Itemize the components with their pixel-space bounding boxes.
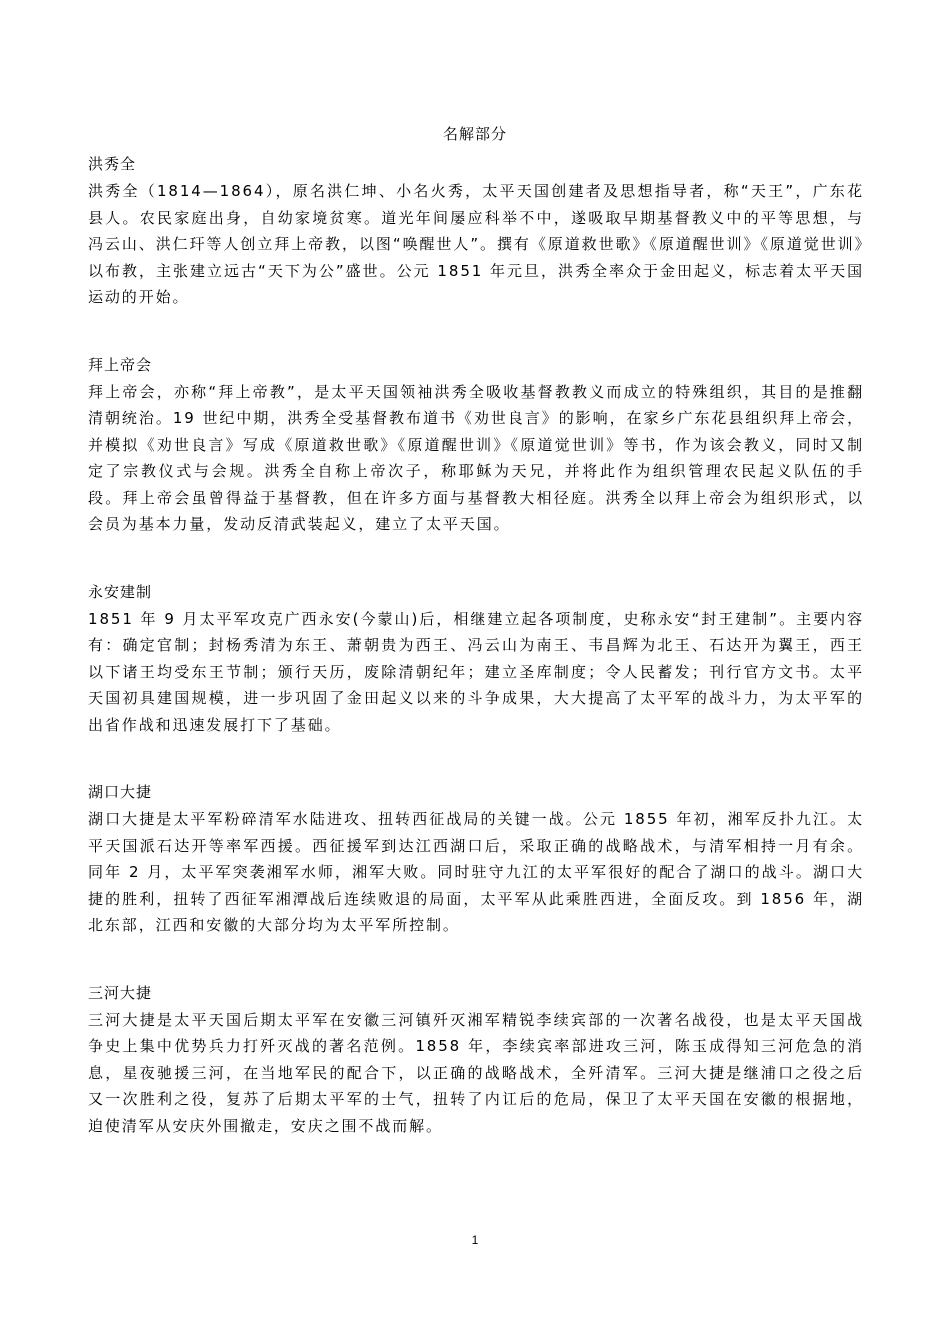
term-definition: 湖口大捷是太平军粉碎清军水陆进攻、扭转西征战局的关键一战。公元 1855 年初，湘军反扑九江。太平天国派石达开等率军西援。西征援军到达江西湖口后，采取正确的战略战术，与清军相持一月有余。同年 2 月，太平军突袭湘军水师，湘军大败。同时驻守九江的太平军很好的配合了湖口的战斗。湖口大捷的胜利，扭转了西征军湘潭战后连续败退的局面，太平军从此乘胜西进，全面反攻。到 1856 年，湖北东部，江西和安徽的大部分均为太平军所控制。 xyxy=(88,810,864,934)
term-definition: 三河大捷是太平天国后期太平军在安徽三河镇歼灭湘军精锐李续宾部的一次著名战役，也是太平天国战争史上集中优势兵力打歼灭战的著名范例。1858 年，李续宾率部进攻三河，陈玉成得知三河危急的消息，星夜驰援三河，在当地军民的配合下，以正确的战略战术，全歼清军。三河大捷是继浦口之役之后又一次胜利之役，复苏了后期太平军的士气，扭转了内讧后的危局，保卫了太平天国在安徽的根据地，迫使清军从安庆外围撤走，安庆之围不战而解。 xyxy=(88,1010,864,1135)
term-heading: 湖口大捷 xyxy=(88,783,153,801)
term-heading: 三河大捷 xyxy=(88,983,153,1002)
document-content xyxy=(88,152,864,1181)
term-heading: 洪秀全 xyxy=(88,155,137,173)
section-yongan-jianzhi xyxy=(88,580,864,739)
page-number: 1 xyxy=(471,1233,479,1247)
page-title: 名解部分 xyxy=(442,125,507,143)
term-definition: 拜上帝会，亦称“拜上帝教”，是太平天国领袖洪秀全吸收基督教教义而成立的特殊组织，其目的是推翻清朝统治。19 世纪中期，洪秀全受基督教布道书《劝世良言》的影响，在家乡广东花县组织拜上帝会，并模拟《劝世良言》写成《原道救世歌》《原道醒世训》《原道觉世训》等书，作为该会教义，同时又制定了宗教仪式与会规。洪秀全自称上帝次子，称耶稣为天兄，并将此作为组织管理农民起义队伍的手段。拜上帝会虽曾得益于基督教，但在许多方面与基督教大相径庭。洪秀全以拜上帝会为组织形式，以会员为基本力量，发动反清武装起义，建立了太平天国。 xyxy=(88,382,864,533)
section-hukou-dajie xyxy=(88,780,864,939)
section-bai-shangdi-hui xyxy=(88,353,864,538)
term-heading: 永安建制 xyxy=(88,582,153,601)
term-definition: 洪秀全（1814—1864），原名洪仁坤、小名火秀，太平天国创建者及思想指导者，称“天王”，广东花县人。农民家庭出身，自幼家境贫寒。道光年间屡应科举不中，遂吸取早期基督教义中的平等思想，与冯云山、洪仁玕等人创立拜上帝教，以图“唤醒世人”。撰有《原道救世歌》《原道醒世训》《原道觉世训》以布教，主张建立远古“天下为公”盛世。公元 1851 年元旦，洪秀全率众于金田起义，标志着太平天国运动的开始。 xyxy=(88,182,864,306)
term-heading: 拜上帝会 xyxy=(88,355,153,374)
section-hong-xiuquan xyxy=(88,152,864,311)
term-definition: 1851 年 9 月太平军攻克广西永安(今蒙山)后，相继建立起各项制度，史称永安“封王建制”。主要内容有：确定官制；封杨秀清为东王、萧朝贵为西王、冯云山为南王、韦昌辉为北王、石达开为翼王，西王以下诸王均受东王节制；颁行天历，废除清朝纪年；建立圣库制度；令人民蓄发；刊行官方文书。太平天国初具建国规模，进一步巩固了金田起义以来的斗争成果，大大提高了太平军的战斗力，为太平军的出省作战和迅速发展打下了基础。 xyxy=(88,609,864,734)
section-sanhe-dajie xyxy=(88,981,864,1140)
